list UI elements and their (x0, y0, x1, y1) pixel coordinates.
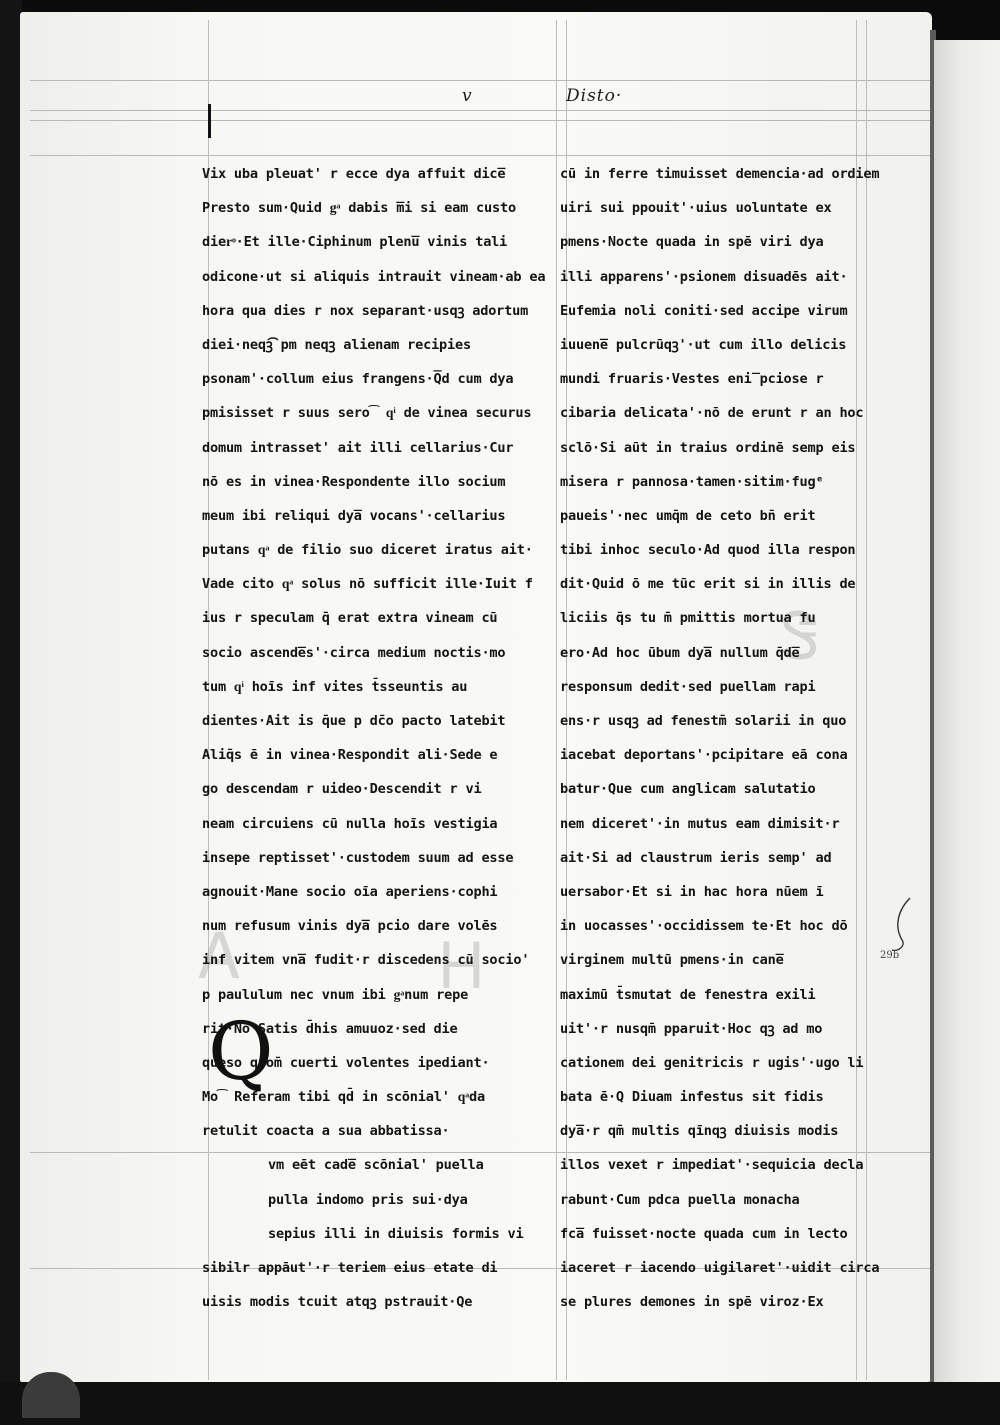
ruling-line (30, 110, 930, 111)
text-line: dientes·Ait is q̄ue p dc̄o pacto latebit (202, 713, 506, 729)
text-line: maximū t̄smutat de fenestra exili (560, 986, 816, 1003)
text-line: sclō·Si aūt in traius ordinē semp eis (560, 439, 856, 456)
text-line: putans qͣ de filio suo diceret iratus ait· (202, 542, 533, 559)
text-line: vm eēt cade̅ scōnial' puella (268, 1157, 484, 1174)
text-line: Aliq̄s ē in vinea·Respondit ali·Sede e (202, 747, 498, 764)
text-line: inf vitem vna̅ fudit·r discedens cū socio' (202, 952, 530, 969)
text-line: batur·Que cum anglicam salutatio (560, 781, 816, 798)
text-line: fca̅ fuisset·nocte quada cum in lecto (560, 1225, 848, 1242)
show-through-ink: Ꮋ (440, 930, 484, 1004)
text-line: cibaria delicata'·nō de erunt r an hoc (560, 405, 864, 422)
text-line: psonam'·collum eius frangens·Q̅d cum dya (202, 371, 514, 388)
show-through-ink: Ꮥ (780, 600, 820, 674)
text-line: cationem dei genitricis r ugis'·ugo li (560, 1054, 864, 1071)
text-line: retulit coacta a sua abbatissa· (202, 1123, 450, 1140)
text-line: rabunt·Cum pdca puella monacha (560, 1191, 800, 1208)
text-line: agnouit·Mane socio oīa aperiens·cophi (202, 883, 498, 900)
text-line: cū in ferre timuisset demencia·ad ordiem (560, 166, 880, 182)
text-line: ens·r usqꝫ ad fenestm̄ solarii in quo (560, 713, 847, 729)
text-line: meum ibi reliqui dya̅ vocans'·cellarius (202, 507, 506, 524)
text-column-left (202, 157, 552, 1319)
text-line: virginem multū pmens·in cane̅ (560, 952, 784, 969)
text-line: insepe reptisset'·custodem suum ad esse (202, 849, 514, 866)
text-line: iacebat deportans'·pcipitare eā cona (560, 747, 848, 764)
text-line: Presto sum·Quid gͣ dabis m̅i si eam custo (202, 200, 516, 217)
text-line: uit'·r nusqm̄ pparuit·Hoc qꝫ ad mo (560, 1020, 823, 1037)
text-line: uiri sui ppouit'·uius uoluntate ex (560, 200, 832, 217)
text-line: diei·neqꝫ͡ pm neqꝫ alienam recipies (202, 336, 471, 353)
text-line: socio ascende̅s'·circa medium noctis·mo (202, 644, 506, 661)
text-line: uersabor·Et si in hac hora nūem ī (560, 883, 824, 900)
text-line: bata ē·Q Diuam infestus sit fidis (560, 1089, 824, 1106)
scan-border-left (0, 0, 22, 1425)
text-line: pulla indomo pris sui·dya (268, 1191, 468, 1208)
text-column-right (560, 157, 878, 1319)
text-line: hora qua dies r nox separant·usqꝫ adortum (202, 302, 529, 319)
ruling-line (556, 20, 557, 1380)
text-line: sepius illi in diuisis formis vi (268, 1225, 524, 1242)
text-line: mundi fruaris·Vestes eni̅ pciose r (560, 371, 824, 388)
text-line: illos vexet r impediat'·sequicia decla (560, 1157, 864, 1174)
ruling-line (30, 155, 930, 156)
running-head-right: Disto· (566, 86, 623, 106)
text-line: domum intrasset' ait illi cellarius·Cur (202, 439, 514, 456)
text-line: pmisisset r suus sero͡ qͥ de vinea securus (202, 405, 532, 422)
text-line: Vade cito qͣ solus nō sufficit ille·Iuit f (202, 576, 533, 593)
text-line: nem diceret'·in mutus eam dimisit·r (560, 815, 840, 832)
text-line: go descendam r uideo·Descendit r vi (202, 781, 482, 798)
text-line: sibilr appāut'·r teriem eius etate di (202, 1260, 498, 1276)
text-line: dya̅·r qm̄ multis qīnqꝫ diuisis modis (560, 1123, 839, 1140)
text-line: pmens·Nocte quada in spē viri dya (560, 234, 824, 251)
marginal-flourish (888, 896, 916, 954)
ruling-line (30, 80, 930, 81)
text-line: odicone·ut si aliquis intrauit vineam·ab ea (202, 268, 546, 285)
text-line: Eufemia noli coniti·sed accipe virum (560, 302, 848, 319)
text-line: ius r speculam q̄ erat extra vineam cū (202, 610, 498, 627)
text-line: uisis modis tcuit atqꝫ pstrauit·Qe (202, 1294, 473, 1311)
text-line: rit·Nō Satis d̄his amuuoz·sed die (202, 1020, 458, 1037)
ruling-line (30, 120, 930, 121)
decorated-initial: Q (208, 1005, 274, 1098)
text-line: illi apparens'·psionem disuadēs ait· (560, 268, 848, 285)
text-line: num refusum vinis dya̅ pcio dare volēs (202, 918, 498, 935)
text-line: paueis'·nec umq̄m de ceto bn̄ erit (560, 507, 816, 524)
text-line: tum qͥ hoīs inf vites t̄sseuntis au (202, 678, 468, 695)
text-line: iuuene̅ pulcrūqꝫ'·ut cum illo delicis (560, 336, 847, 353)
text-line: se plures demones in spē viroz·Ex (560, 1294, 824, 1311)
text-line: tibi inhoc seculo·Ad quod illa respon (560, 542, 856, 559)
text-line: dit·Quid ō me tūc erit si in illis de (560, 576, 856, 593)
text-line: Mo͡ Referam tibi qd̄ in scōnial' qͣda (202, 1089, 485, 1106)
text-line: neam circuiens cū nulla hoīs vestigia (202, 815, 498, 832)
text-line: p paululum nec vnum ibi gͣnum repe (202, 986, 469, 1003)
ruling-tick-mark (208, 104, 211, 138)
show-through-ink: Ꭺ (200, 920, 244, 994)
scan-border-bottom (0, 1382, 1000, 1425)
text-line: ait·Si ad claustrum ieris semp' ad (560, 849, 832, 866)
running-head-left: v (462, 86, 473, 106)
text-line: responsum dedit·sed puellam rapi (560, 678, 816, 695)
text-line: Vix uba pleuat' r ecce dya affuit dice̅ (202, 166, 506, 182)
text-line: dierͦ·Et ille·Ciphinum plenu̅ vinis tali (202, 234, 508, 251)
marginal-folio-note: 29b (880, 950, 900, 961)
holder-thumb (22, 1372, 80, 1418)
text-line: in uocasses'·occidissem te·Et hoc dō (560, 918, 848, 935)
text-line: iaceret r iacendo uigilaret'·uidit circa (560, 1260, 880, 1276)
text-line: nō es in vinea·Respondente illo socium (202, 473, 506, 490)
text-line: misera r pannosa·tamen·sitim·fugᵉ (560, 473, 824, 490)
adjacent-leaf-edge (934, 40, 1000, 1382)
text-line: queso quom̄ cuerti volentes ipediant· (202, 1054, 490, 1071)
text-line: ero·Ad hoc ūbum dya̅ nullum q̄de̅ (560, 644, 800, 661)
text-line: liciis q̄s tu m̄ pmittis mortua fu (560, 610, 816, 627)
